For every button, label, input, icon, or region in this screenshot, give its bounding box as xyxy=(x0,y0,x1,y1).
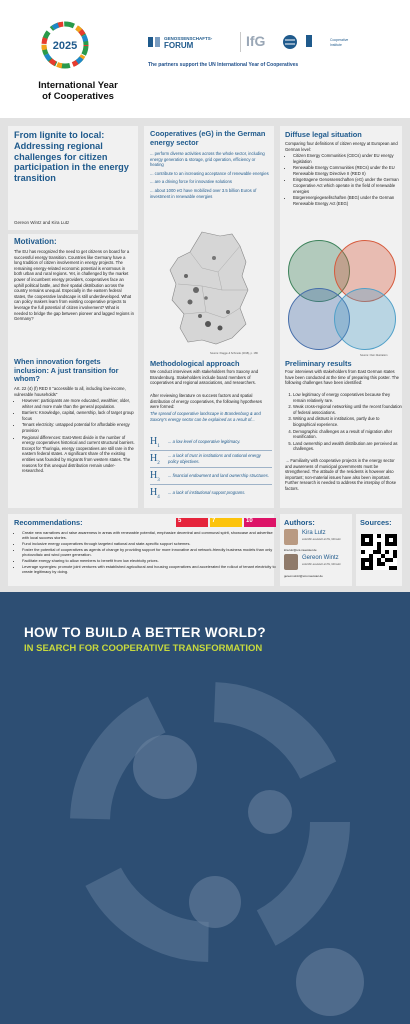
recommendations-heading: Recommendations: xyxy=(14,518,83,527)
recommendation-item: • Facilitate energy sharing to allow members to benefit from low electricity prices. xyxy=(22,558,276,563)
author-role: scientific assistant at IfG, Münster xyxy=(302,563,341,566)
diffuse-box xyxy=(280,126,402,362)
iyc-year: 2025 xyxy=(52,40,78,52)
innovation-box xyxy=(8,356,138,508)
hypothesis-text: ... a low level of cooperative legitimacy. xyxy=(168,439,241,445)
partner3-line2: Institute xyxy=(330,42,342,47)
motivation-heading: Motivation: xyxy=(14,237,57,246)
venn-diagram xyxy=(286,236,398,354)
diffuse-list xyxy=(285,153,403,207)
sources-heading: Sources: xyxy=(360,518,392,527)
iyc-title xyxy=(18,80,138,102)
innovation-list xyxy=(14,398,136,475)
poster-authors: Gereon Wintz and Kira Lutz xyxy=(14,220,70,225)
iyc-logo-icon xyxy=(38,18,92,72)
coops-item: ... are a driving force for innovative solutions xyxy=(150,179,232,185)
results-list xyxy=(285,392,403,453)
venn-circle-beg xyxy=(334,288,396,350)
sdg-badges xyxy=(176,518,276,527)
results-item: 2. Weak cross-regional networking until the recent foundation of federal associations. xyxy=(293,404,403,415)
innovation-item: • However: participants are more educated, wealthier, older, whiter and more male than the general population. xyxy=(22,398,136,409)
results-item: 1. Low legitimacy of energy cooperatives because they remain relatively rare. xyxy=(293,392,403,403)
hypothesis-row xyxy=(150,451,272,468)
coops-items xyxy=(150,151,270,199)
sdg-10-icon: 10 xyxy=(244,518,276,527)
diffuse-intro: Comparing four definitions of citizen energy at European and German level: xyxy=(285,141,398,152)
sources-box xyxy=(356,514,402,586)
results-box xyxy=(280,356,402,508)
hypothesis-row xyxy=(150,485,272,501)
authors-box xyxy=(280,514,352,586)
header xyxy=(0,0,410,118)
partner-ifg: IfG xyxy=(246,33,266,49)
coops-item: ... perform diverse activities across the whole sector, including energy generation & storage, grid operation, efficiency or heating xyxy=(150,151,265,168)
bottom-banner xyxy=(0,592,410,1024)
iyc-line2: of Cooperatives xyxy=(42,91,114,102)
coops-item: ... about 1000 eG have mobilized over 3.5 billion Euros of investment in renewable energies xyxy=(150,187,257,199)
innovation-item: • Barriers: Knowledge, capital, ownership, lack of target group focus xyxy=(22,410,136,421)
recommendation-item: • Fund inclusive energy cooperatives through targeted national and state-specific support schemes. xyxy=(22,541,276,546)
results-conclusion: → Familiarity with cooperative projects in the energy sector and awareness of municipal governments must be strengthened. The attitude of the residents is however also important; non-material issues have also been important. Further research is needed to address the interplay of those factors. xyxy=(285,458,397,491)
decorative-rings-icon xyxy=(0,652,410,1024)
hypothesis-text: ... financial endowment and land ownership structures. xyxy=(168,473,270,479)
recommendation-item: • Foster the potential of cooperatives as agents of change by providing support for more innovative and network-friendly business models than only photovoltaic and wind power generation. xyxy=(22,547,276,557)
innovation-intro: Art. 22 (4) (f) RED II "accessible to all, including low-income, vulnerable households" xyxy=(14,386,126,397)
author-name: Kira Lutz xyxy=(302,530,326,536)
iyc-line1: International Year xyxy=(38,80,118,91)
sdg-5-icon: 5 xyxy=(176,518,208,527)
results-item: 5. Land ownership and wealth distribution are perceived as challenges. xyxy=(293,441,403,452)
author-email[interactable]: kira.lutz@uni-muenster.de xyxy=(284,548,317,552)
authors-heading: Authors: xyxy=(284,518,315,527)
author-email[interactable]: gereon.wintz@uni-muenster.de xyxy=(284,574,323,578)
hypothesis-label: $H_2$ xyxy=(150,452,160,466)
coops-item: ... contribute to an increasing acceptance of renewable energies xyxy=(150,170,269,176)
ifg-globe-icon xyxy=(282,34,298,50)
hypothesis-label: $H_4$ xyxy=(150,486,160,500)
sdg-7-icon: 7 xyxy=(210,518,242,527)
innovation-heading: When innovation forgets inclusion: A just transition for whom? xyxy=(14,357,119,384)
hypothesis-label: $H_1$ xyxy=(150,435,160,449)
method-body2: After reviewing literature on success factors and spatial distribution of energy cooperatives, the following hypotheses were formed: xyxy=(150,393,262,410)
diffuse-item: • Eingetragene Genossenschaften (eG) under the German Cooperative Act which operate in the field of renewable energies xyxy=(293,177,403,194)
partner3 xyxy=(330,38,348,47)
partner1-bottom: FORUM xyxy=(164,41,194,50)
innovation-item: • Regional differences: East-West divide in the number of energy cooperatives historical and current structural barriers. Except for Thuringia, energy cooperatives are still rare in the eastern federal states. A significant share of the existing entities was founded by migrants from western states. The reasons for this unequal distribution remain under-researched. xyxy=(22,435,136,474)
divider xyxy=(240,32,241,52)
innovation-item: • Tenant electricity: untapped potential for affordable energy provision xyxy=(22,422,136,433)
hypothesis-list xyxy=(150,434,272,501)
content-area xyxy=(0,118,410,592)
poster-title: From lignite to local: Addressing regional challenges for citizen participation in the energy transition xyxy=(14,130,129,184)
recommendations-box xyxy=(8,514,274,586)
coops-heading: Cooperatives (eG) in the German energy sector xyxy=(150,129,266,147)
motivation-body: The EU has recognized the need to get citizens on board for a successful energy transition. Countries like Germany have a long tradition of citizen involvement in energy projects. The remaining energy-related economic potential is enormous in both urban and rural regions. Yet, in challenged by the market power of incumbent energy providers, cooperatives face an uphill political battle, and their spatial distribution across the country remains unequal. Especially in the eastern federal states, the cooperative landscape is still underdeveloped. What can policy makers learn from existing cooperative projects to leverage the full potential of citizen involvement? What is needed to bridge the gap between pioneer and lagged regions in Germany? xyxy=(14,249,134,322)
diffuse-item: • Citizen Energy Communities (CECs) under EU energy legislation xyxy=(293,153,403,164)
hypothesis-text: ... a lack of institutional support programs. xyxy=(168,490,246,496)
forum-logo-icon xyxy=(148,37,160,47)
qr-code-icon[interactable] xyxy=(361,534,397,570)
avatar xyxy=(284,529,298,545)
method-heading: Methodological approach xyxy=(150,359,240,368)
partner3-line1: Cooperative xyxy=(330,38,349,42)
germany-map-icon xyxy=(162,228,258,348)
tagline: The partners support the UN International Year of Cooperatives xyxy=(148,62,299,68)
recommendations-list xyxy=(14,530,276,575)
hypothesis-row xyxy=(150,468,272,485)
banner-line2: IN SEARCH FOR COOPERATIVE TRANSFORMATION xyxy=(24,643,263,654)
results-heading: Preliminary results xyxy=(285,359,352,368)
diffuse-heading: Diffuse legal situation xyxy=(285,130,362,139)
method-body1: We conduct interviews with stakeholders from Saxony and Brandenburg. Stakeholders include board members of cooperatives and regional associations, and researchers. xyxy=(150,369,259,386)
author-name: Gereon Wintz xyxy=(302,555,339,561)
results-item: 4. Demographic challenges as a result of migration after reunification. xyxy=(293,429,403,440)
recommendation-item: • Create new narratives and raise awareness in areas with renewable potential, emphasize decentral and communal spirit, showcase and advertise with local success stories. xyxy=(22,530,276,540)
hypothesis-label: $H_3$ xyxy=(150,469,160,483)
results-intro: Four interviews with stakeholders from East German states have been conducted at the time of preparing this poster. The following challenges have been identified: xyxy=(285,369,399,386)
recommendation-item: • Leverage synergies: promote joint ventures with established agricultural and housing cooperatives and accelerated the rollout of tenant electricity to create legitimacy by doing. xyxy=(22,564,276,574)
diffuse-item: • Bürgerenergiegesellschaften (BEG) under the German Renewable Energy Act (EEG) xyxy=(293,195,403,206)
method-body3: The spread of cooperative landscape in Brandenburg & and Saxony's energy sector can be explained as a result of... xyxy=(150,411,261,422)
partner1-top: GENOSSENSCHAFTS- xyxy=(164,36,213,41)
results-item: 3. Writing and distrust in institutions, partly due to biographical experience. xyxy=(293,416,403,427)
coops-box xyxy=(144,126,274,362)
ifg-bar-icon xyxy=(306,35,312,47)
banner-line1: HOW TO BUILD A BETTER WORLD? xyxy=(24,625,266,640)
motivation-box xyxy=(8,234,138,362)
author-role: scientific assistant at IfG, Münster xyxy=(302,538,341,541)
diffuse-item: • Renewable Energy Communities (RECs) under the EU Renewable Energy Directive II (RED II) xyxy=(293,165,403,176)
method-box xyxy=(144,356,274,508)
hypothesis-row xyxy=(150,434,272,451)
hypothesis-text: ... a lack of trust in institutions and national energy policy objectives. xyxy=(168,453,261,464)
title-box xyxy=(8,126,138,230)
map-caption: Source: Klagge & Schmole (2018), p. 186 xyxy=(210,352,258,355)
avatar xyxy=(284,554,298,570)
